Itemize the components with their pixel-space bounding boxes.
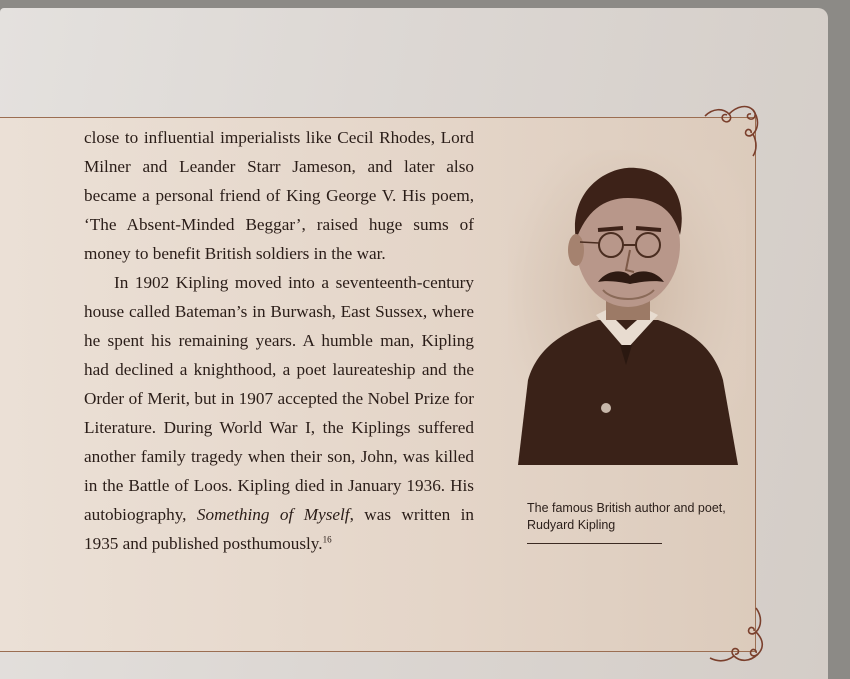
- article-body: [84, 123, 474, 558]
- paragraph-2: In 1902 Kipling moved into a seventeenth-century house called Bateman’s in Burwash, East Sussex, where he spent his remaining years. A humble man, Kipling had declined a knighthood, a poet laureateship and the Order of Merit, but in 1907 accepted the Nobel Prize for Literature. During World War I, the Kiplings suffered another family tragedy when their son, John, was killed in the Battle of Loos. Kipling died in January 1936. His autobiography, Something of Myself, was written in 1935 and published posthumously.$^{16}$: [84, 273, 474, 553]
- photo-caption: The famous British author and poet, Rudyard Kipling: [527, 501, 726, 532]
- book-title: Something of Myself: [196, 505, 350, 524]
- corner-ornament-top: [703, 98, 763, 158]
- paragraph-1: close to influential imperialists like Cecil Rhodes, Lord Milner and Leander Starr Jameson, and later also became a personal friend of King George V. His poem, ‘The Absent-Minded Beggar’, raised huge sums of money to benefit British soldiers in the war.: [84, 128, 474, 263]
- portrait-photo: [508, 150, 746, 465]
- caption-underline: [527, 543, 662, 544]
- corner-ornament-bottom: [708, 606, 768, 666]
- footnote-marker: 16: [322, 534, 332, 545]
